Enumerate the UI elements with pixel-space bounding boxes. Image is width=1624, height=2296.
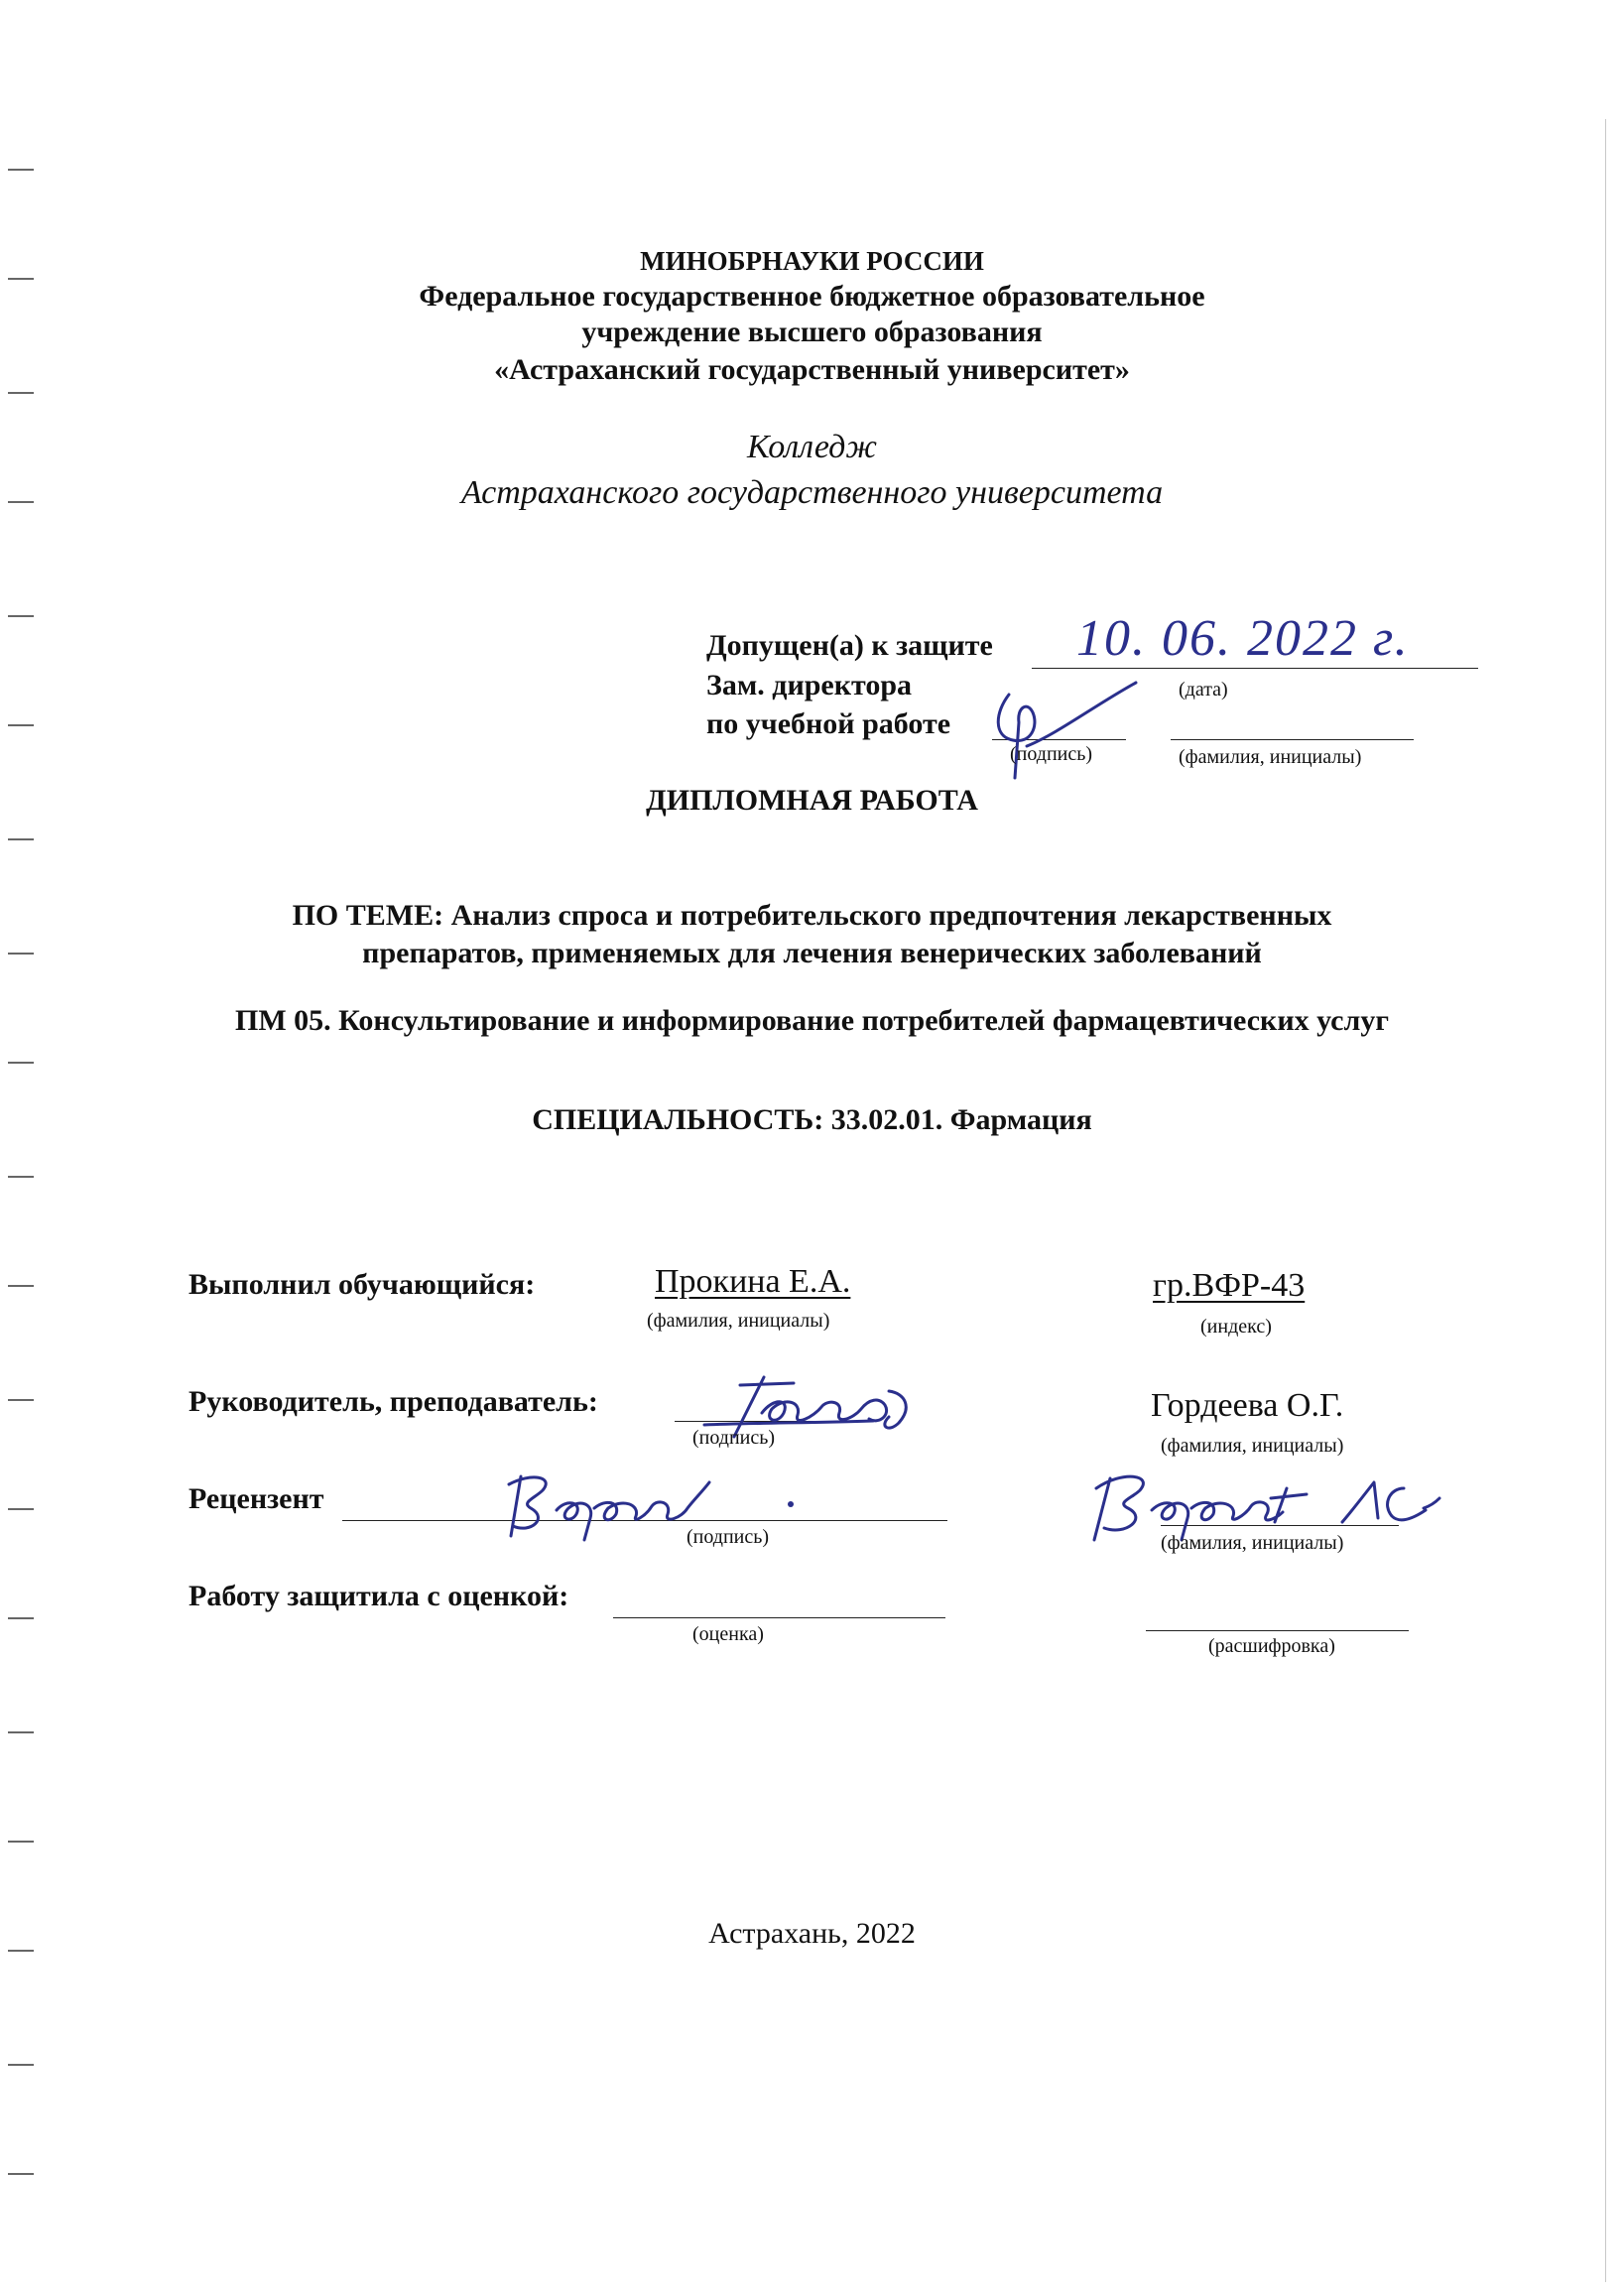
supervisor-label: Руководитель, преподаватель:	[188, 1385, 598, 1418]
college-line-1: Колледж	[746, 429, 877, 465]
reviewer-name-caption: (фамилия, инициалы)	[1161, 1532, 1344, 1554]
deputy-signature-caption: (подпись)	[1010, 743, 1093, 765]
university-name: «Астраханский государственный университет»	[494, 353, 1130, 386]
college-line-2: Астраханского государственного университета	[460, 474, 1164, 511]
supervisor-name: Гордеева О.Г.	[1151, 1387, 1344, 1424]
admitted-label: Допущен(а) к защите	[706, 629, 993, 662]
student-group-caption: (индекс)	[1200, 1316, 1272, 1338]
date-line	[1032, 668, 1478, 669]
specialty-line: СПЕЦИАЛЬНОСТЬ: 33.02.01. Фармация	[532, 1103, 1092, 1136]
date-caption: (дата)	[1179, 679, 1228, 701]
topic-line-2: препаратов, применяемых для лечения венерических заболеваний	[362, 937, 1262, 969]
student-name: Прокина Е.А.	[655, 1263, 851, 1300]
handwritten-date: 10. 06. 2022 г.	[1076, 610, 1410, 667]
student-label: Выполнил обучающийся:	[188, 1268, 536, 1301]
deputy-signature	[987, 675, 1146, 784]
deputy-name-line	[1171, 739, 1414, 740]
module-line: ПМ 05. Консультирование и информирование потребителей фармацевтических услуг	[235, 1004, 1389, 1037]
city-year: Астрахань, 2022	[708, 1917, 916, 1950]
ministry-line: МИНОБРНАУКИ РОССИИ	[640, 246, 984, 276]
decode-line	[1146, 1630, 1409, 1631]
student-group: гр.ВФР-43	[1153, 1267, 1306, 1304]
org-line-1: Федеральное государственное бюджетное образовательное	[419, 280, 1205, 313]
supervisor-signature-caption: (подпись)	[692, 1427, 776, 1449]
student-name-caption: (фамилия, инициалы)	[647, 1310, 830, 1332]
document-type: ДИПЛОМНАЯ РАБОТА	[646, 784, 978, 817]
grade-line	[613, 1617, 945, 1618]
reviewer-label: Рецензент	[188, 1482, 324, 1515]
reviewer-signature-caption: (подпись)	[687, 1526, 770, 1548]
deputy-name-caption: (фамилия, инициалы)	[1179, 746, 1362, 768]
topic-line-1: ПО ТЕМЕ: Анализ спроса и потребительского предпочтения лекарственных	[292, 899, 1332, 932]
org-line-2: учреждение высшего образования	[581, 316, 1043, 348]
deputy-line-2: по учебной работе	[706, 707, 951, 740]
grade-label: Работу защитила с оценкой:	[188, 1580, 569, 1612]
grade-caption: (оценка)	[692, 1623, 764, 1645]
supervisor-name-caption: (фамилия, инициалы)	[1161, 1435, 1344, 1457]
deputy-line-1: Зам. директора	[706, 669, 913, 702]
decode-caption: (расшифровка)	[1208, 1635, 1335, 1657]
